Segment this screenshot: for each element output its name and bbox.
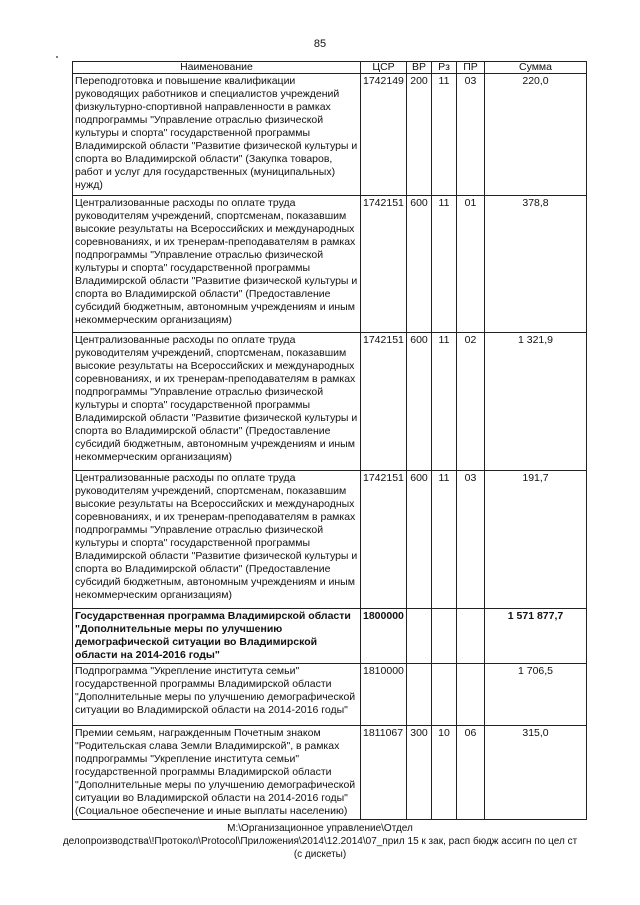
file-path-footer (0, 822, 640, 861)
row-sum: 315,0 (485, 726, 587, 820)
row-rz: 10 (432, 726, 457, 820)
table-row (73, 333, 587, 471)
row-csr: 1811067 (361, 726, 407, 820)
row-sum: 220,0 (485, 74, 587, 196)
row-name: Переподготовка и повышение квалификации руководящих работников и специалистов учреждений физкультурно-спортивной направленности в рамках подпрограммы "Управление отраслью физической культуры и спорта" государственной программы Владимирской области "Развитие физической культуры и спорта во Владимирской области" (Закупка товаров, работ и услуг для государственных (муниципальных) нужд) (73, 74, 361, 196)
row-vr (407, 609, 432, 664)
row-sum: 1 571 877,7 (485, 609, 587, 664)
row-rz: 11 (432, 471, 457, 609)
row-name: Премии семьям, награжденным Почетным знаком "Родительская слава Земли Владимирской", в рамках подпрограммы "Укрепление института семьи" государственной программы Владимирской области "Дополнительные меры по улучшению демографической ситуации во Владимирской области на 2014-2016 годы" (Социальное обеспечение и иные выплаты населению) (73, 726, 361, 820)
row-pr (457, 664, 485, 726)
row-vr: 600 (407, 333, 432, 471)
row-vr: 600 (407, 196, 432, 333)
header-pr: ПР (457, 62, 485, 74)
row-rz (432, 664, 457, 726)
table-row (73, 471, 587, 609)
table-row (73, 726, 587, 820)
row-sum: 378,8 (485, 196, 587, 333)
table-row (73, 609, 587, 664)
row-csr: 1810000 (361, 664, 407, 726)
row-pr: 06 (457, 726, 485, 820)
budget-table (72, 61, 587, 820)
row-pr (457, 609, 485, 664)
row-csr: 1742149 (361, 74, 407, 196)
table-row (73, 664, 587, 726)
header-sum: Сумма (485, 62, 587, 74)
table-row (73, 74, 587, 196)
table-row (73, 196, 587, 333)
header-vr: ВР (407, 62, 432, 74)
header-name: Наименование (73, 62, 361, 74)
row-pr: 03 (457, 74, 485, 196)
row-sum: 191,7 (485, 471, 587, 609)
row-pr: 03 (457, 471, 485, 609)
row-rz: 11 (432, 196, 457, 333)
row-sum: 1 321,9 (485, 333, 587, 471)
scan-speck (56, 56, 58, 58)
row-vr: 200 (407, 74, 432, 196)
row-pr: 02 (457, 333, 485, 471)
row-sum: 1 706,5 (485, 664, 587, 726)
footer-line-2: делопроизводства\!Протокол\Protocol\Приложения\2014\12.2014\07_прил 15 к зак, расп бюдж ассигн по цел ст (62, 836, 578, 847)
row-name: Централизованные расходы по оплате труда руководителям учреждений, спортсменам, показавшим высокие результаты на Всероссийских и международных соревнованиях, и их тренерам-преподавателям в рамках подпрограммы "Управление отраслью физической культуры и спорта" государственной программы Владимирской области "Развитие физической культуры и спорта во Владимирской области" (Предоставление субсидий бюджетным, автономным учреждениям и иным некоммерческим организациям) (73, 471, 361, 609)
row-name: Государственная программа Владимирской области "Дополнительные меры по улучшению демографической ситуации во Владимирской области на 2014-2016 годы" (73, 609, 361, 664)
row-rz: 11 (432, 333, 457, 471)
row-rz: 11 (432, 74, 457, 196)
row-csr: 1742151 (361, 333, 407, 471)
row-vr (407, 664, 432, 726)
footer-line-3: (с дискеты) (293, 849, 347, 860)
row-csr: 1742151 (361, 196, 407, 333)
row-rz (432, 609, 457, 664)
row-vr: 600 (407, 471, 432, 609)
row-vr: 300 (407, 726, 432, 820)
row-name: Централизованные расходы по оплате труда руководителям учреждений, спортсменам, показавшим высокие результаты на Всероссийских и международных соревнованиях, и их тренерам-преподавателям в рамках подпрограммы "Управление отраслью физической культуры и спорта" государственной программы Владимирской области "Развитие физической культуры и спорта во Владимирской области" (Предоставление субсидий бюджетным, автономным учреждениям и иным некоммерческим организациям) (73, 196, 361, 333)
page-number: 85 (313, 38, 327, 50)
footer-line-1: М:\Организационное управление\Отдел (227, 823, 413, 834)
row-pr: 01 (457, 196, 485, 333)
row-name: Подпрограмма "Укрепление института семьи" государственной программы Владимирской области "Дополнительные меры по улучшению демографической ситуации во Владимирской области на 2014-2016 годы" (73, 664, 361, 726)
header-csr: ЦСР (361, 62, 407, 74)
row-csr: 1800000 (361, 609, 407, 664)
row-csr: 1742151 (361, 471, 407, 609)
header-rz: Рз (432, 62, 457, 74)
row-name: Централизованные расходы по оплате труда руководителям учреждений, спортсменам, показавшим высокие результаты на Всероссийских и международных соревнованиях, и их тренерам-преподавателям в рамках подпрограммы "Управление отраслью физической культуры и спорта" государственной программы Владимирской области "Развитие физической культуры и спорта во Владимирской области" (Предоставление субсидий бюджетным, автономным учреждениям и иным некоммерческим организациям) (73, 333, 361, 471)
table-header-row (73, 62, 587, 74)
